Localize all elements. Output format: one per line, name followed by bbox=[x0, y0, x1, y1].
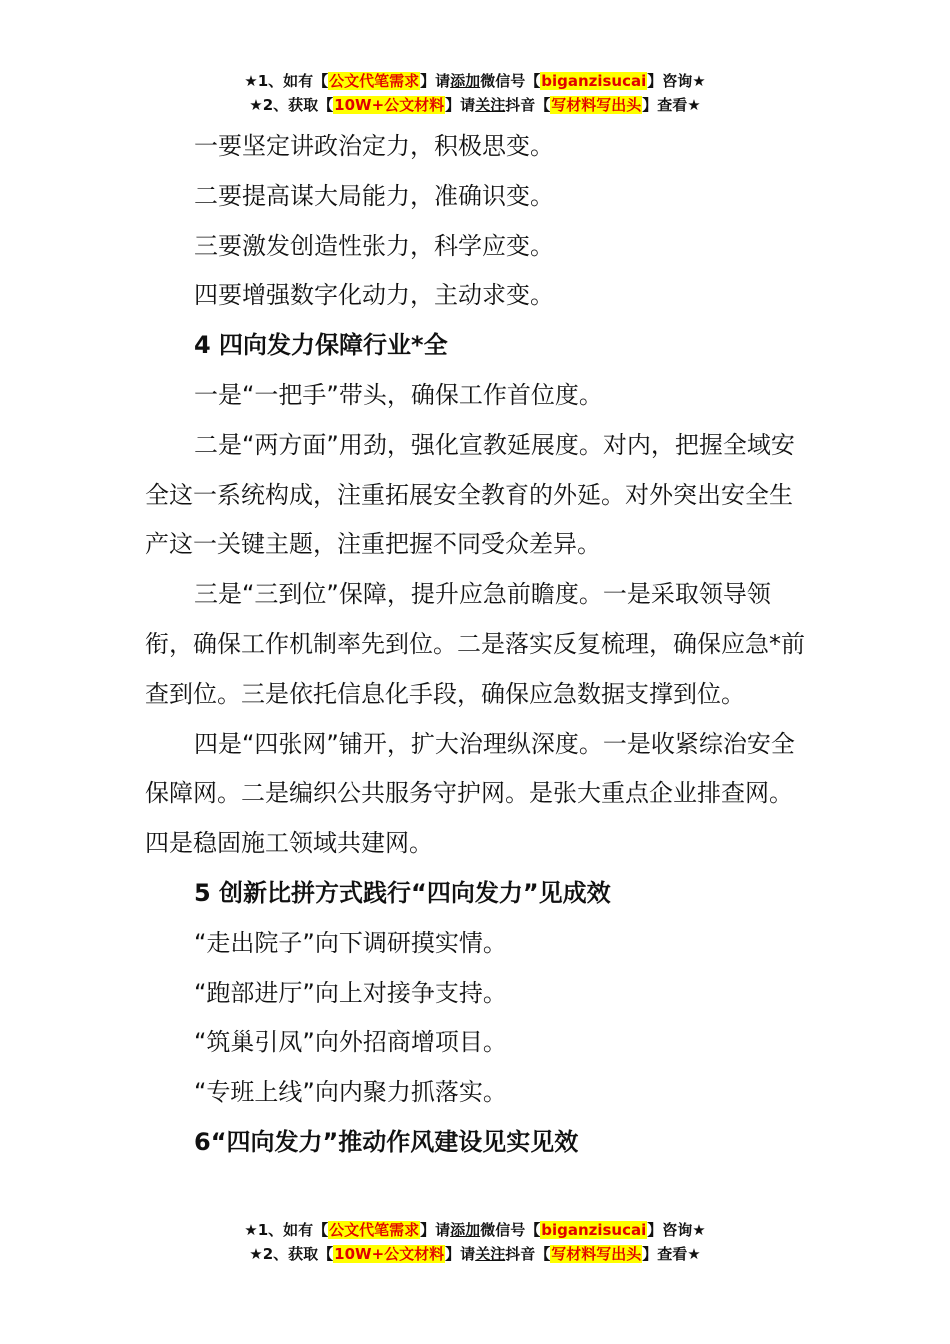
wechat-id: biganzisucai bbox=[541, 72, 647, 90]
paragraph: 三是“三到位”保障，提升应急前瞻度。一是采取领导领衔，确保工作机制率先到位。二是落实反复梳理，确保应急*前查到位。三是依托信息化手段，确保应急数据支撑到位。 bbox=[145, 580, 805, 708]
section-heading: 6“四向发力”推动作风建设见实见效 bbox=[194, 1127, 579, 1156]
banner-text: 微信号【 bbox=[480, 1221, 541, 1239]
banner-text: 微信号【 bbox=[480, 72, 541, 90]
document-body bbox=[145, 122, 807, 1168]
star-icon: ★ bbox=[692, 72, 706, 90]
banner-line-2 bbox=[0, 1242, 950, 1266]
banner-text: 1、如有【 bbox=[257, 72, 329, 90]
underlined-text: 添加 bbox=[450, 1221, 481, 1239]
paragraph: 一是“一把手”带头，确保工作首位度。 bbox=[194, 380, 603, 409]
banner-text: 2、获取【 bbox=[262, 1245, 334, 1263]
banner-text: 】请 bbox=[420, 1221, 451, 1239]
list-item: “跑部进厅”向上对接争支持。 bbox=[194, 978, 507, 1007]
highlight-text: 公文代笔需求 bbox=[329, 72, 420, 90]
banner-text: 】请 bbox=[445, 96, 476, 114]
list-item: “走出院子”向下调研摸实情。 bbox=[194, 928, 507, 957]
list-item: “专班上线”向内聚力抓落实。 bbox=[194, 1078, 507, 1107]
star-icon: ★ bbox=[687, 96, 701, 114]
underlined-text: 关注 bbox=[475, 1245, 506, 1263]
banner-line-1 bbox=[0, 69, 950, 93]
underlined-text: 关注 bbox=[475, 96, 506, 114]
banner-line-2 bbox=[0, 93, 950, 117]
star-icon: ★ bbox=[692, 1221, 706, 1239]
star-icon: ★ bbox=[244, 72, 258, 90]
highlight-text: 10W+公文材料 bbox=[334, 1245, 445, 1263]
banner-text: 抖音【 bbox=[505, 1245, 551, 1263]
banner-text: 1、如有【 bbox=[257, 1221, 329, 1239]
star-icon: ★ bbox=[249, 96, 263, 114]
section-heading: 4 四向发力保障行业*全 bbox=[194, 331, 448, 360]
banner-text: 】咨询 bbox=[647, 1221, 693, 1239]
list-item: 二要提高谋大局能力，准确识变。 bbox=[194, 181, 554, 210]
banner-text: 】查看 bbox=[642, 1245, 688, 1263]
star-icon: ★ bbox=[687, 1245, 701, 1263]
douyin-account: 写材料写出头 bbox=[551, 1245, 642, 1263]
wechat-id: biganzisucai bbox=[541, 1221, 647, 1239]
list-item: 四要增强数字化动力，主动求变。 bbox=[194, 281, 554, 310]
header-banner bbox=[0, 69, 950, 117]
list-item: 一要坚定讲政治定力，积极思变。 bbox=[194, 132, 554, 160]
underlined-text: 添加 bbox=[450, 72, 481, 90]
banner-text: 2、获取【 bbox=[262, 96, 334, 114]
banner-text: 】咨询 bbox=[647, 72, 693, 90]
section-heading: 5 创新比拼方式践行“四向发力”见成效 bbox=[194, 878, 611, 907]
star-icon: ★ bbox=[244, 1221, 258, 1239]
banner-line-1 bbox=[0, 1218, 950, 1242]
banner-text: 】查看 bbox=[642, 96, 688, 114]
footer-banner bbox=[0, 1218, 950, 1266]
banner-text: 】请 bbox=[420, 72, 451, 90]
list-item: “筑巢引凤”向外招商增项目。 bbox=[194, 1028, 507, 1057]
star-icon: ★ bbox=[249, 1245, 263, 1263]
list-item: 三要激发创造性张力，科学应变。 bbox=[194, 231, 554, 260]
highlight-text: 10W+公文材料 bbox=[334, 96, 445, 114]
highlight-text: 公文代笔需求 bbox=[329, 1221, 420, 1239]
paragraph: 四是“四张网”铺开，扩大治理纵深度。一是收紧综治安全保障网。二是编织公共服务守护网。是张大重点企业排查网。四是稳固施工领域共建网。 bbox=[145, 729, 795, 858]
banner-text: 】请 bbox=[445, 1245, 476, 1263]
douyin-account: 写材料写出头 bbox=[551, 96, 642, 114]
paragraph: 二是“两方面”用劲，强化宣教延展度。对内，把握全域安全这一系统构成，注重拓展安全教育的外延。对外突出安全生产这一关键主题，注重把握不同受众差异。 bbox=[145, 430, 795, 559]
banner-text: 抖音【 bbox=[505, 96, 551, 114]
